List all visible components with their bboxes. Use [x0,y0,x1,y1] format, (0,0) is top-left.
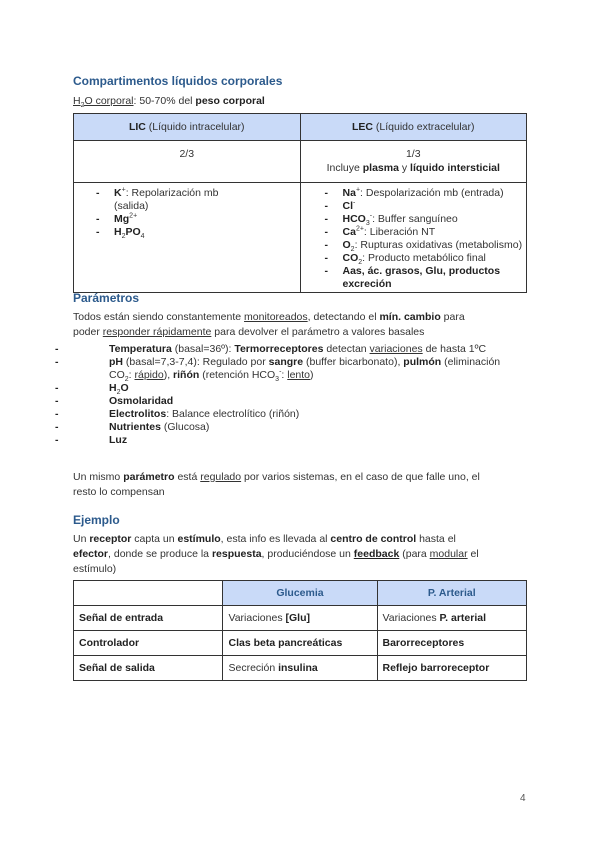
compartments-table [73,113,527,293]
list-item: - Cl- [324,199,356,212]
h2o-corporal-line: $H_2O$ corporal: 50-70% del peso corporal [73,95,265,110]
glucemia-header: Glucemia [223,581,377,606]
feedback-table [73,580,527,681]
paragraph-line: Un mismo parámetro está regulado por varios sistemas, en el caso de que falle uno, el [73,471,480,483]
paragraph-line: poder responder rápidamente para devolver el parámetro a valores basales [73,326,425,338]
table-row: Controlador Clas beta pancreáticas Barorreceptores [74,631,527,656]
lic-fraction: 2/3 [74,141,301,183]
lec-header: LEC (Líquido extracelular) [300,114,527,141]
paragraph-line: estímulo) [73,563,117,575]
section-title-ejemplo: Ejemplo [73,513,120,527]
list-item: - $Mg^{2+}$ [96,212,138,225]
list-item: - $Ca^{2+}$: Liberación NT [324,225,436,238]
list-item: - $CO_2$: Producto metabólico final [324,252,486,267]
list-item: - $O_2$: Rupturas oxidativas (metabolismo) [324,239,523,254]
list-item: - $HCO_3^-$: Buffer sanguíneo [324,212,458,228]
section-title-compartimentos: Compartimentos líquidos corporales [73,74,283,88]
lec-fraction: 1/3 Incluye plasma y líquido intersticial [300,141,527,183]
list-item: - $H_2PO_4$ [96,226,145,241]
paragraph-line: Todos están siendo constantemente monitoreados, detectando el mín. cambio para [73,311,465,323]
list-item: - Temperatura (basal=36º): Termorreceptores detectan variaciones de hasta 1ºC [55,343,487,355]
lic-header: LIC (Líquido intracelular) [74,114,301,141]
parameters-list [55,343,529,447]
list-item: - Aas, ác. grasos, Glu, productos excreción [324,265,501,290]
list-item: - Luz [55,434,128,446]
list-item: - Na+: Despolarización mb (entrada) [324,186,504,199]
table-row: Señal de entrada Variaciones [Glu] Variaciones P. arterial [74,606,527,631]
paragraph-line: resto lo compensan [73,486,165,498]
list-item: - Electrolitos: Balance electrolítico (riñón) [55,408,300,420]
list-item: - Nutrientes (Glucosa) [55,421,210,433]
list-item: - pH (basal=7,3-7,4): Regulado por sangre (buffer bicarbonato), pulmón (eliminación $CO_2$: rápido), riñón (retención $HCO_3^-$: lento) [55,356,501,384]
table-row: Señal de salida Secreción insulina Reflejo barroreceptor [74,656,527,681]
empty-header [74,581,223,606]
list-item: - $H_2O$ [55,382,129,397]
page-number: 4 [520,793,526,804]
paragraph-line: Un receptor capta un estímulo, esta info es llevada al centro de control hasta el [73,533,456,545]
paragraph-line: efector, donde se produce la respuesta, produciéndose un feedback (para modular el [73,548,479,560]
lic-ions [74,183,301,293]
lec-ions [300,183,527,293]
section-title-parametros: Parámetros [73,291,140,305]
list-item: - Osmolaridad [55,395,174,407]
p-arterial-header: P. Arterial [377,581,527,606]
list-item: - K+: Repolarización mb (salida) [96,186,219,212]
